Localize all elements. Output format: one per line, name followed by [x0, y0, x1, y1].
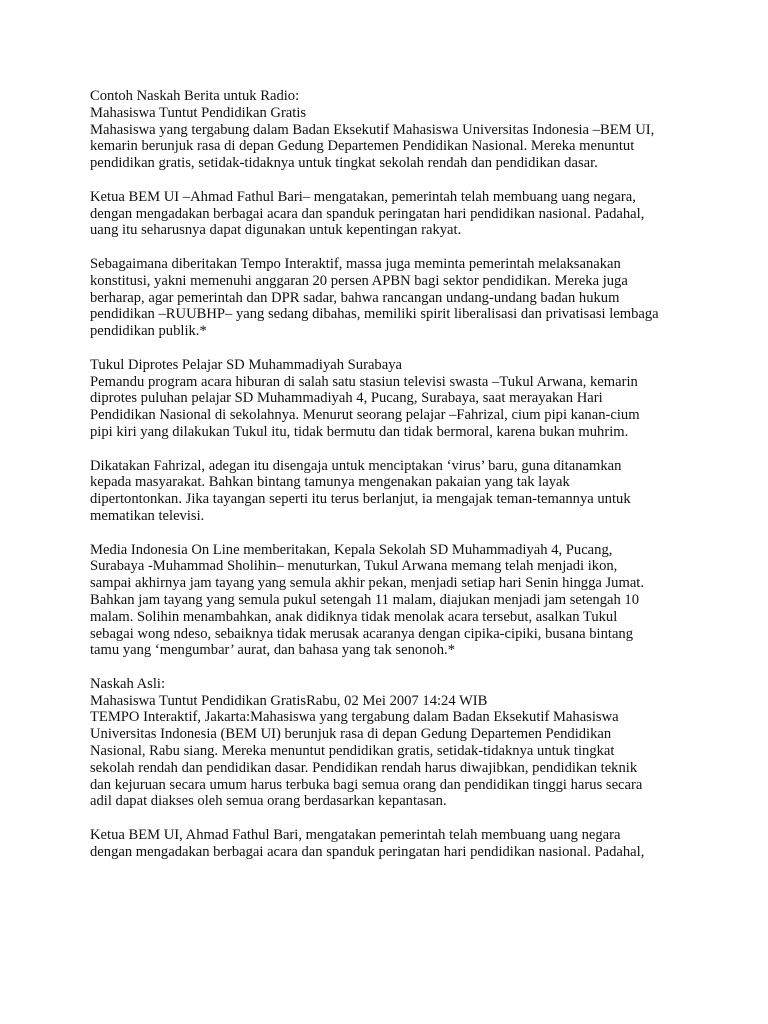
text-line: dan kejuruan secara umum harus terbuka bagi semua orang dan pendidikan tinggi harus secara — [90, 776, 643, 793]
paragraph-naskah-asli — [90, 676, 730, 810]
text-line: tamu yang ‘mengumbar’ aurat, dan bahasa yang tak senonoh.* — [90, 642, 455, 659]
text-line: Nasional, Rabu siang. Mereka menuntut pendidikan gratis, setidak-tidaknya untuk tingkat — [90, 743, 615, 760]
paragraph-media-indonesia — [90, 542, 730, 660]
text-line: TEMPO Interaktif, Jakarta:Mahasiswa yang tergabung dalam Badan Eksekutif Mahasiswa — [90, 709, 619, 726]
text-line: Bahkan jam tayang yang semula pukul setengah 11 malam, diajukan menjadi jam setengah 10 — [90, 591, 640, 608]
text-line: kemarin berunjuk rasa di depan Gedung Departemen Pendidikan Nasional. Mereka menuntut — [90, 138, 635, 155]
text-line: sampai akhirnya jam tayang yang semula akhir pekan, menjadi setiap hari Senin hingga Jumat. — [90, 575, 644, 592]
text-line: malam. Solihin menambahkan, anak didiknya tidak menolak acara tersebut, asalkan Tukul — [90, 608, 618, 625]
text-line: pendidikan gratis, setidak-tidaknya untuk tingkat sekolah rendah dan pendidikan dasar. — [90, 155, 598, 172]
text-line: konstitusi, yakni memenuhi anggaran 20 persen APBN bagi sektor pendidikan. Mereka juga — [90, 272, 628, 289]
paragraph-fahrizal — [90, 458, 730, 525]
text-line: dengan mengadakan berbagai acara dan spanduk peringatan hari pendidikan nasional. Padahal, — [90, 843, 645, 860]
text-line: Dikatakan Fahrizal, adegan itu disengaja untuk menciptakan ‘virus’ baru, guna ditanamkan — [90, 457, 622, 474]
article-title: Mahasiswa Tuntut Pendidikan GratisRabu, 02 Mei 2007 14:24 WIB — [90, 692, 488, 709]
text-line: sekolah rendah dan pendidikan dasar. Pendidikan rendah harus diwajibkan, pendidikan teknik — [90, 759, 638, 776]
text-line: diprotes puluhan pelajar SD Muhammadiyah 4, Pucang, Surabaya, saat merayakan Hari — [90, 390, 603, 407]
article-title: Mahasiswa Tuntut Pendidikan Gratis — [90, 104, 307, 121]
text-line: uang itu seharusnya dapat digunakan untuk kepentingan rakyat. — [90, 222, 462, 239]
text-line: Pendidikan Nasional di sekolahnya. Menurut seorang pelajar –Fahrizal, cium pipi kanan-cium — [90, 407, 640, 424]
document-heading: Contoh Naskah Berita untuk Radio: — [90, 88, 300, 104]
text-line: Mahasiswa yang tergabung dalam Badan Eksekutif Mahasiswa Universitas Indonesia –BEM UI, — [90, 121, 655, 138]
paragraph-ketua-bem — [90, 189, 730, 239]
text-line: Ketua BEM UI, Ahmad Fathul Bari, mengatakan pemerintah telah membuang uang negara — [90, 827, 621, 844]
text-line: mematikan televisi. — [90, 507, 205, 524]
text-line: dengan mengadakan berbagai acara dan spanduk peringatan hari pendidikan nasional. Padahal, — [90, 205, 645, 222]
document-page — [90, 88, 730, 877]
text-line: pendidikan publik.* — [90, 323, 207, 340]
text-line: Universitas Indonesia (BEM UI) berunjuk rasa di depan Gedung Departemen Pendidikan — [90, 726, 612, 743]
text-line: dipertontonkan. Jika tayangan seperti itu terus berlanjut, ia mengajak teman-temannya untuk — [90, 491, 631, 508]
paragraph-intro — [90, 88, 730, 172]
text-line: Pemandu program acara hiburan di salah satu stasiun televisi swasta –Tukul Arwana, kemarin — [90, 373, 638, 390]
text-line: pipi kiri yang dilakukan Tukul itu, tidak bermutu dan tidak bermoral, karena bukan muhrim. — [90, 423, 629, 440]
paragraph-tukul — [90, 357, 730, 441]
text-line: adil dapat diakses oleh semua orang berdasarkan kepantasan. — [90, 793, 447, 810]
text-line: pendidikan –RUUBHP– yang sedang dibahas, memiliki spirit liberalisasi dan privatisasi lembaga — [90, 306, 659, 323]
text-line: Media Indonesia On Line memberitakan, Kepala Sekolah SD Muhammadiyah 4, Pucang, — [90, 541, 613, 558]
article-title: Tukul Diprotes Pelajar SD Muhammadiyah Surabaya — [90, 356, 402, 373]
text-line: Ketua BEM UI –Ahmad Fathul Bari– mengatakan, pemerintah telah membuang uang negara, — [90, 188, 636, 205]
section-heading: Naskah Asli: — [90, 675, 165, 692]
text-line: Surabaya -Muhammad Sholihin– menuturkan, Tukul Arwana memang telah menjadi ikon, — [90, 558, 618, 575]
paragraph-tempo — [90, 256, 730, 340]
text-line: berharap, agar pemerintah dan DPR sadar, bahwa rancangan undang-undang badan hukum — [90, 289, 620, 306]
paragraph-ketua-bem-asli — [90, 827, 730, 861]
text-line: sebagai wong ndeso, sebaiknya tidak merusak acaranya dengan cipika-cipiki, busana bintang — [90, 625, 634, 642]
text-line: Sebagaimana diberitakan Tempo Interaktif, massa juga meminta pemerintah melaksanakan — [90, 255, 621, 272]
text-line: kepada masyarakat. Bahkan bintang tamunya mengenakan pakaian yang tak layak — [90, 474, 570, 491]
